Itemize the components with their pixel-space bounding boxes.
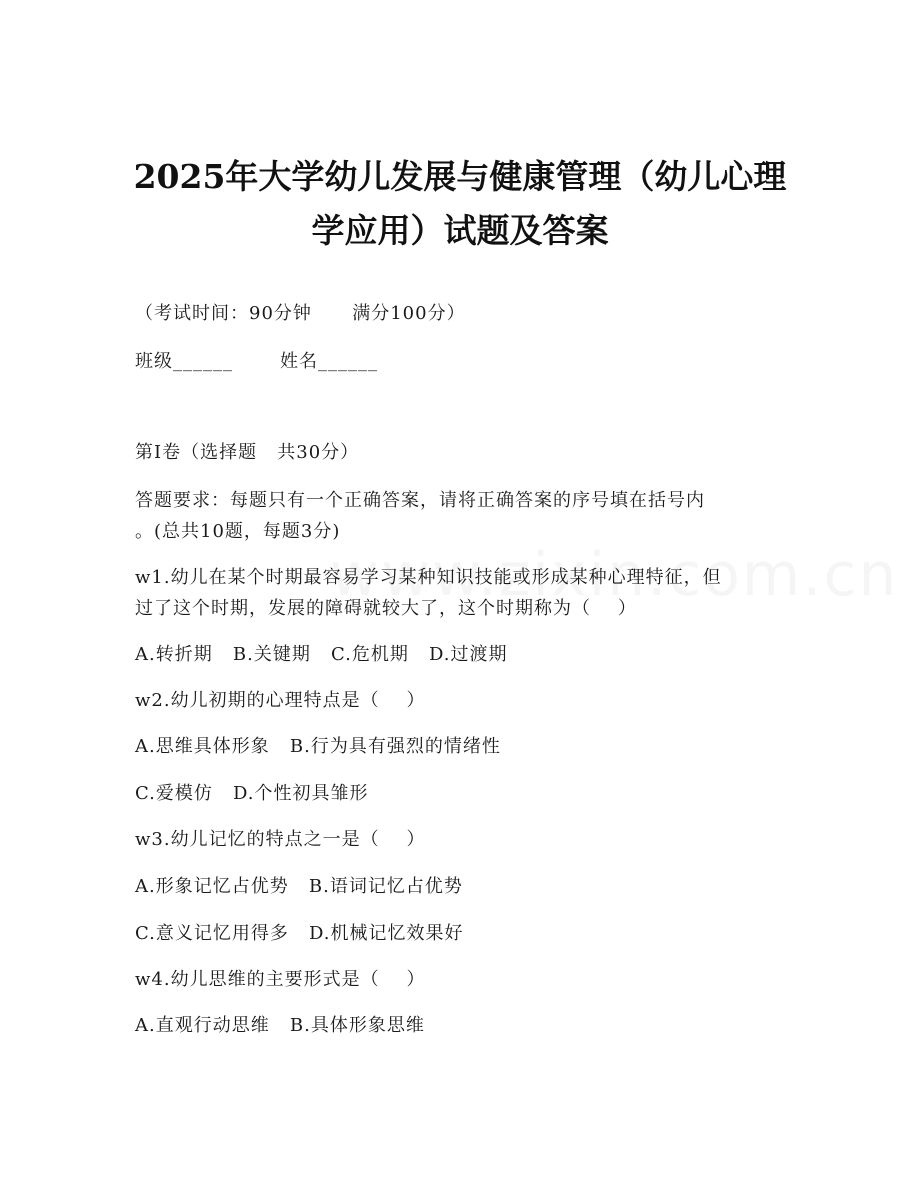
question-1-stem-line-1: w1.幼儿在某个时期最容易学习某种知识技能或形成某种心理特征，但 xyxy=(135,567,722,588)
question-4-options-line-1: A.直观行动思维 B.具体形象思维 xyxy=(135,1015,425,1036)
question-2-options-line-1: A.思维具体形象 B.行为具有强烈的情绪性 xyxy=(135,736,501,757)
question-2-options-line-2: C.爱模仿 D.个性初具雏形 xyxy=(135,783,369,804)
section-header: 第I卷（选择题 共30分） xyxy=(135,442,360,463)
question-2-stem: w2.幼儿初期的心理特点是（ ） xyxy=(135,690,426,711)
instructions-line-2: 。(总共10题，每题3分) xyxy=(135,521,341,542)
question-3-options-line-1: A.形象记忆占优势 B.语词记忆占优势 xyxy=(135,876,463,897)
exam-info: （考试时间：90分钟 满分100分） xyxy=(135,303,466,324)
question-1-options: A.转折期 B.关键期 C.危机期 D.过渡期 xyxy=(135,644,508,665)
question-4-stem: w4.幼儿思维的主要形式是（ ） xyxy=(135,969,426,990)
title-line-1: 2025年大学幼儿发展与健康管理（幼儿心理 xyxy=(133,157,787,196)
instructions-line-1: 答题要求：每题只有一个正确答案，请将正确答案的序号填在括号内 xyxy=(135,490,705,511)
question-3-stem: w3.幼儿记忆的特点之一是（ ） xyxy=(135,829,426,850)
question-1-stem-line-2: 过了这个时期，发展的障碍就较大了，这个时期称为（ ） xyxy=(135,598,637,619)
title-line-2: 学应用）试题及答案 xyxy=(311,211,609,250)
class-name-line: 班级______ 姓名______ xyxy=(135,351,379,372)
question-3-options-line-2: C.意义记忆用得多 D.机械记忆效果好 xyxy=(135,923,464,944)
document-title xyxy=(60,150,860,258)
